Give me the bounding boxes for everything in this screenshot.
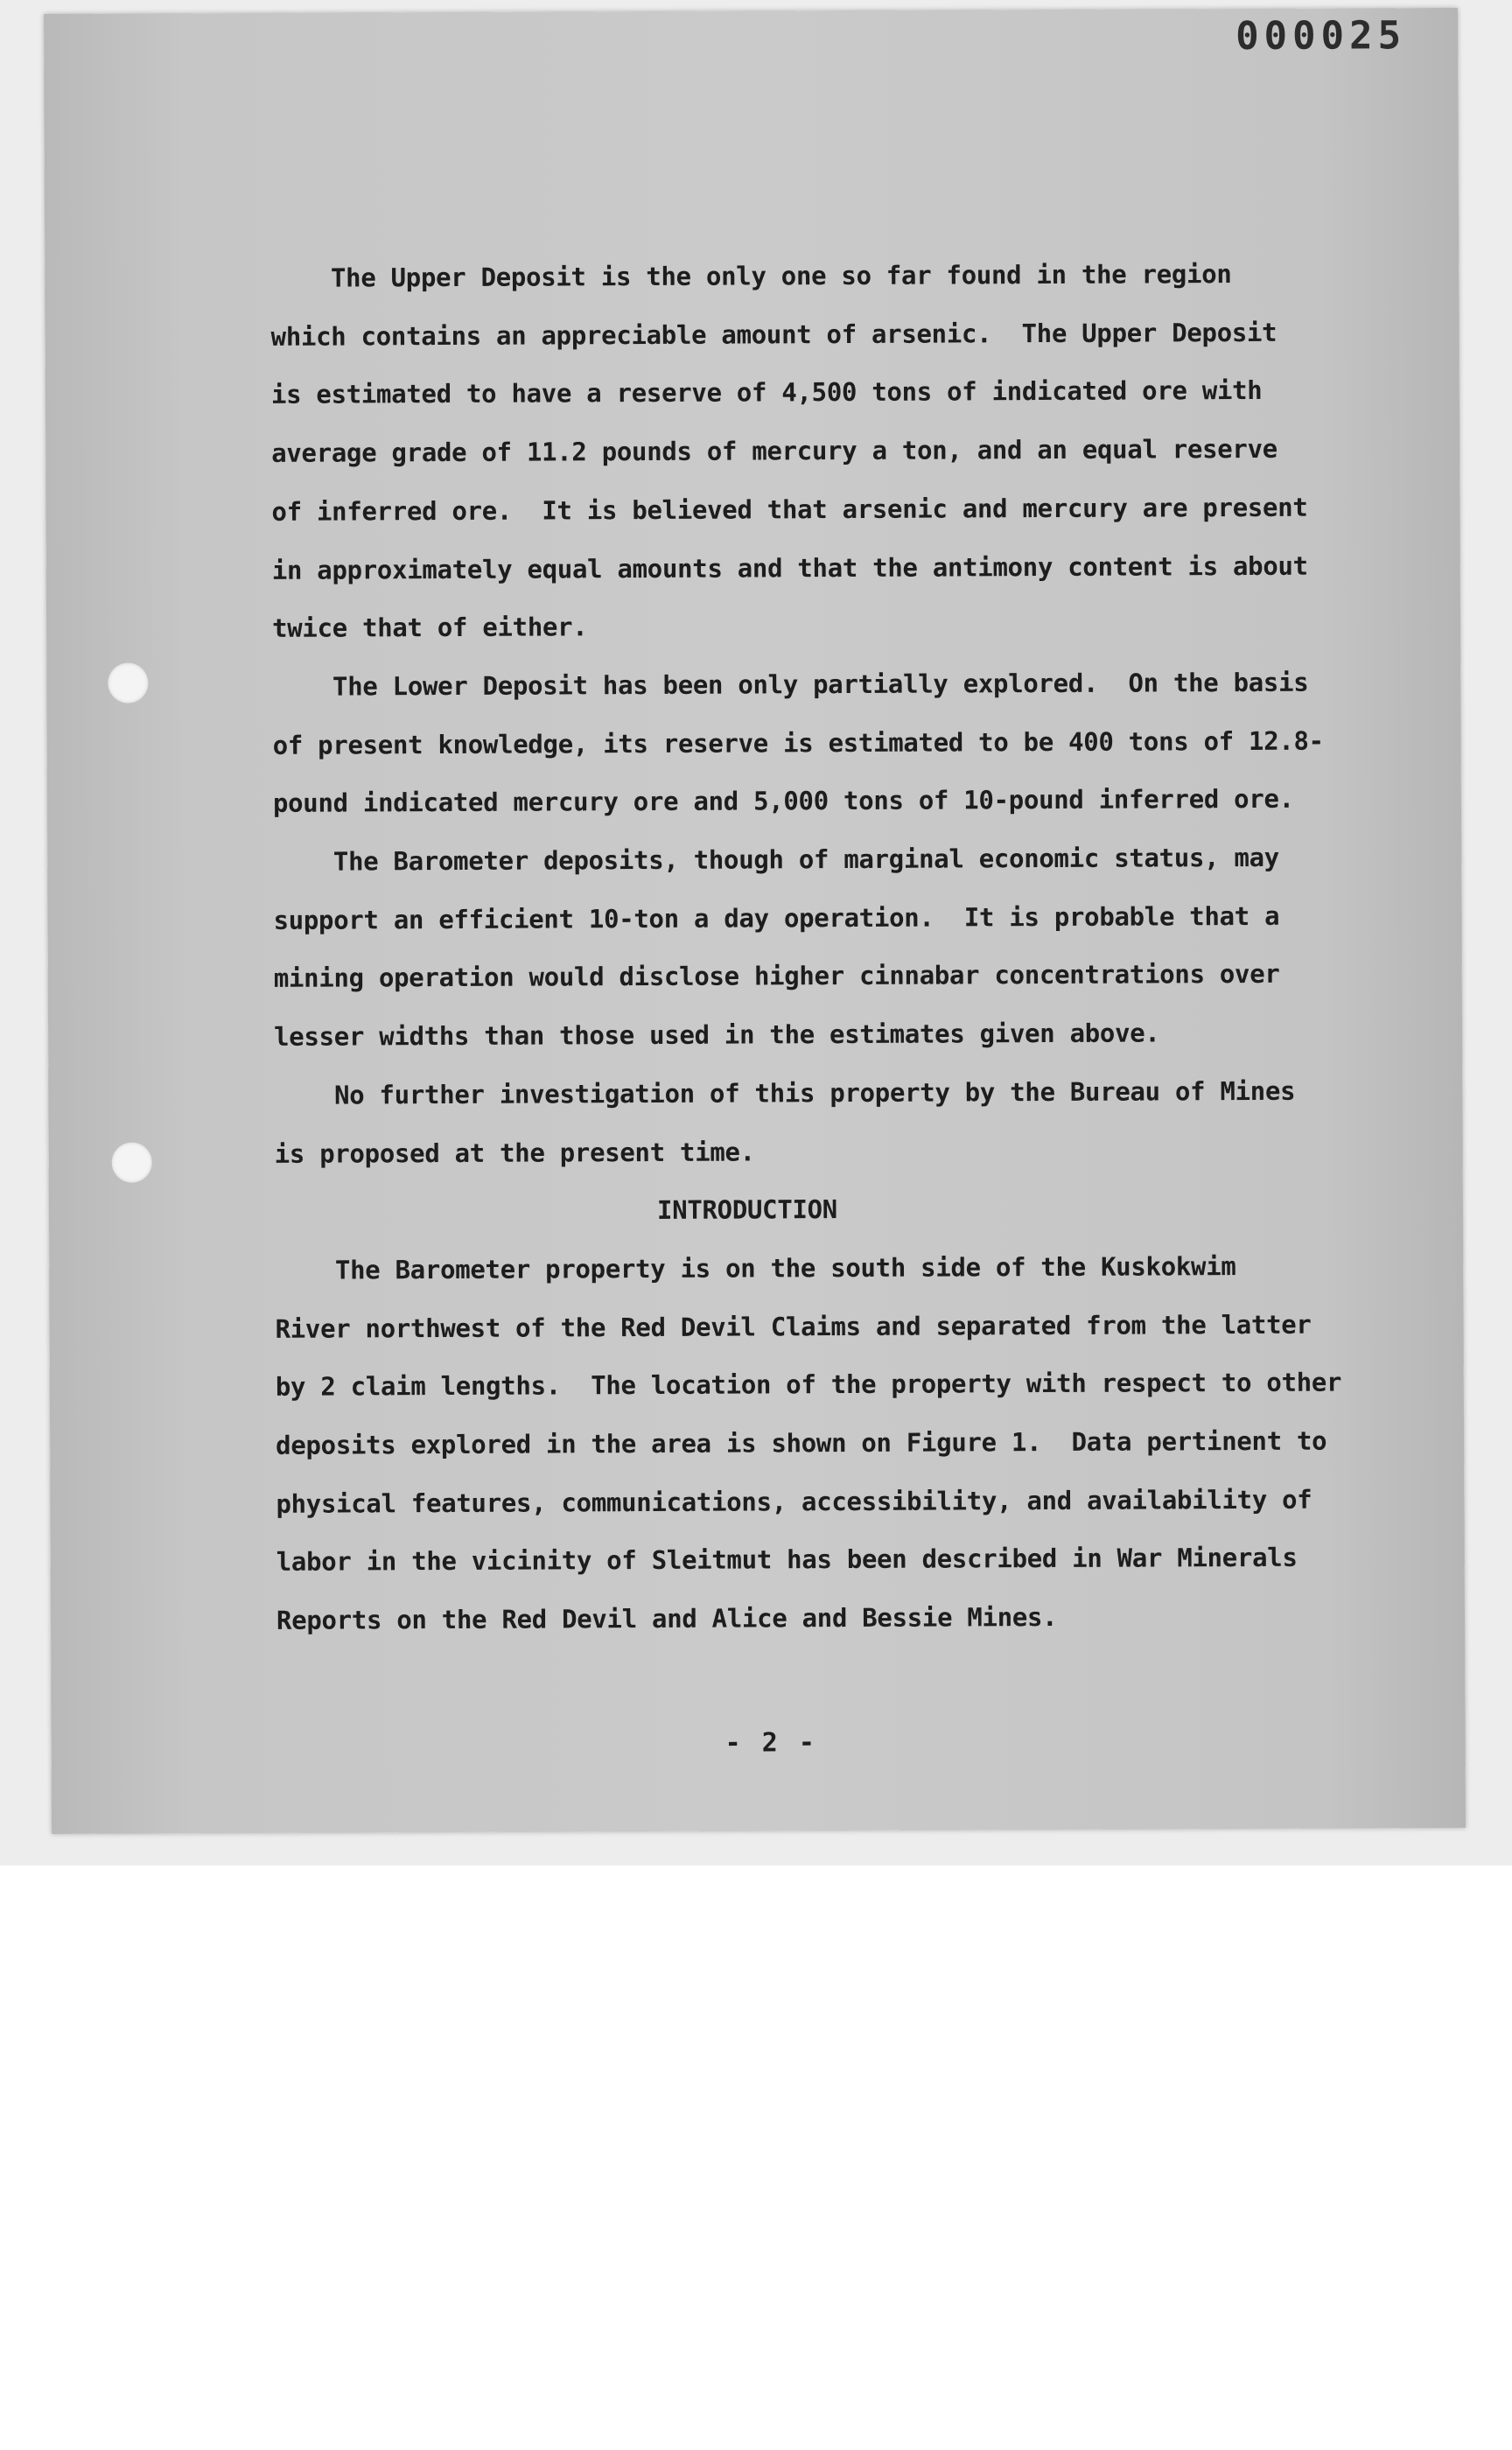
text-line: The Barometer deposits, though of marginal economic status, may [273,842,1279,877]
text-line: River northwest of the Red Devil Claims and separated from the latter [275,1309,1312,1344]
section-heading: INTRODUCTION [656,1194,837,1226]
text-line: No further investigation of this property by the Bureau of Mines [274,1075,1296,1110]
text-line: lesser widths than those used in the estimates given above. [274,1018,1160,1053]
text-line: average grade of 11.2 pounds of mercury a ton, and an equal reserve [271,433,1278,468]
text-line: of present knowledge, its reserve is estimated to be 400 tons of 12.8- [272,725,1324,760]
text-line: physical features, communications, accessibility, and availability of [276,1484,1312,1519]
stamp-number: 000025 [1236,13,1407,60]
body-text [270,244,1423,1650]
text-line: Reports on the Red Devil and Alice and Bessie Mines. [276,1602,1058,1636]
text-line: pound indicated mercury ore and 5,000 tons of 10-pound inferred ore. [272,784,1294,819]
text-line: by 2 claim lengths. The location of the property with respect to other [275,1367,1342,1403]
text-line: support an efficient 10-ton a day operation. It is probable that a [273,900,1280,935]
text-line: is proposed at the present time. [274,1137,755,1169]
text-line: mining operation would disclose higher cinnabar concentrations over [273,959,1280,994]
page-number: - 2 - [724,1727,818,1759]
punch-hole [108,662,148,703]
text-line: labor in the vicinity of Sleitmut has been described in War Minerals [276,1543,1298,1578]
text-line: The Upper Deposit is the only one so far found in the region [270,259,1232,293]
text-line: The Lower Deposit has been only partially explored. On the basis [272,667,1309,702]
text-line: twice that of either. [271,612,588,644]
text-line: deposits explored in the area is shown on Figure 1. Data pertinent to [276,1425,1327,1460]
text-line: is estimated to have a reserve of 4,500 tons of indicated ore with [270,375,1263,410]
text-line: of inferred ore. It is believed that arsenic and mercury are present [271,492,1308,527]
text-line: in approximately equal amounts and that the antimony content is about [271,550,1308,585]
punch-hole [112,1142,152,1182]
text-line: which contains an appreciable amount of arsenic. The Upper Deposit [270,317,1278,352]
document-page [44,8,1466,1834]
text-line: The Barometer property is on the south side of the Kuskokwim [275,1251,1236,1285]
